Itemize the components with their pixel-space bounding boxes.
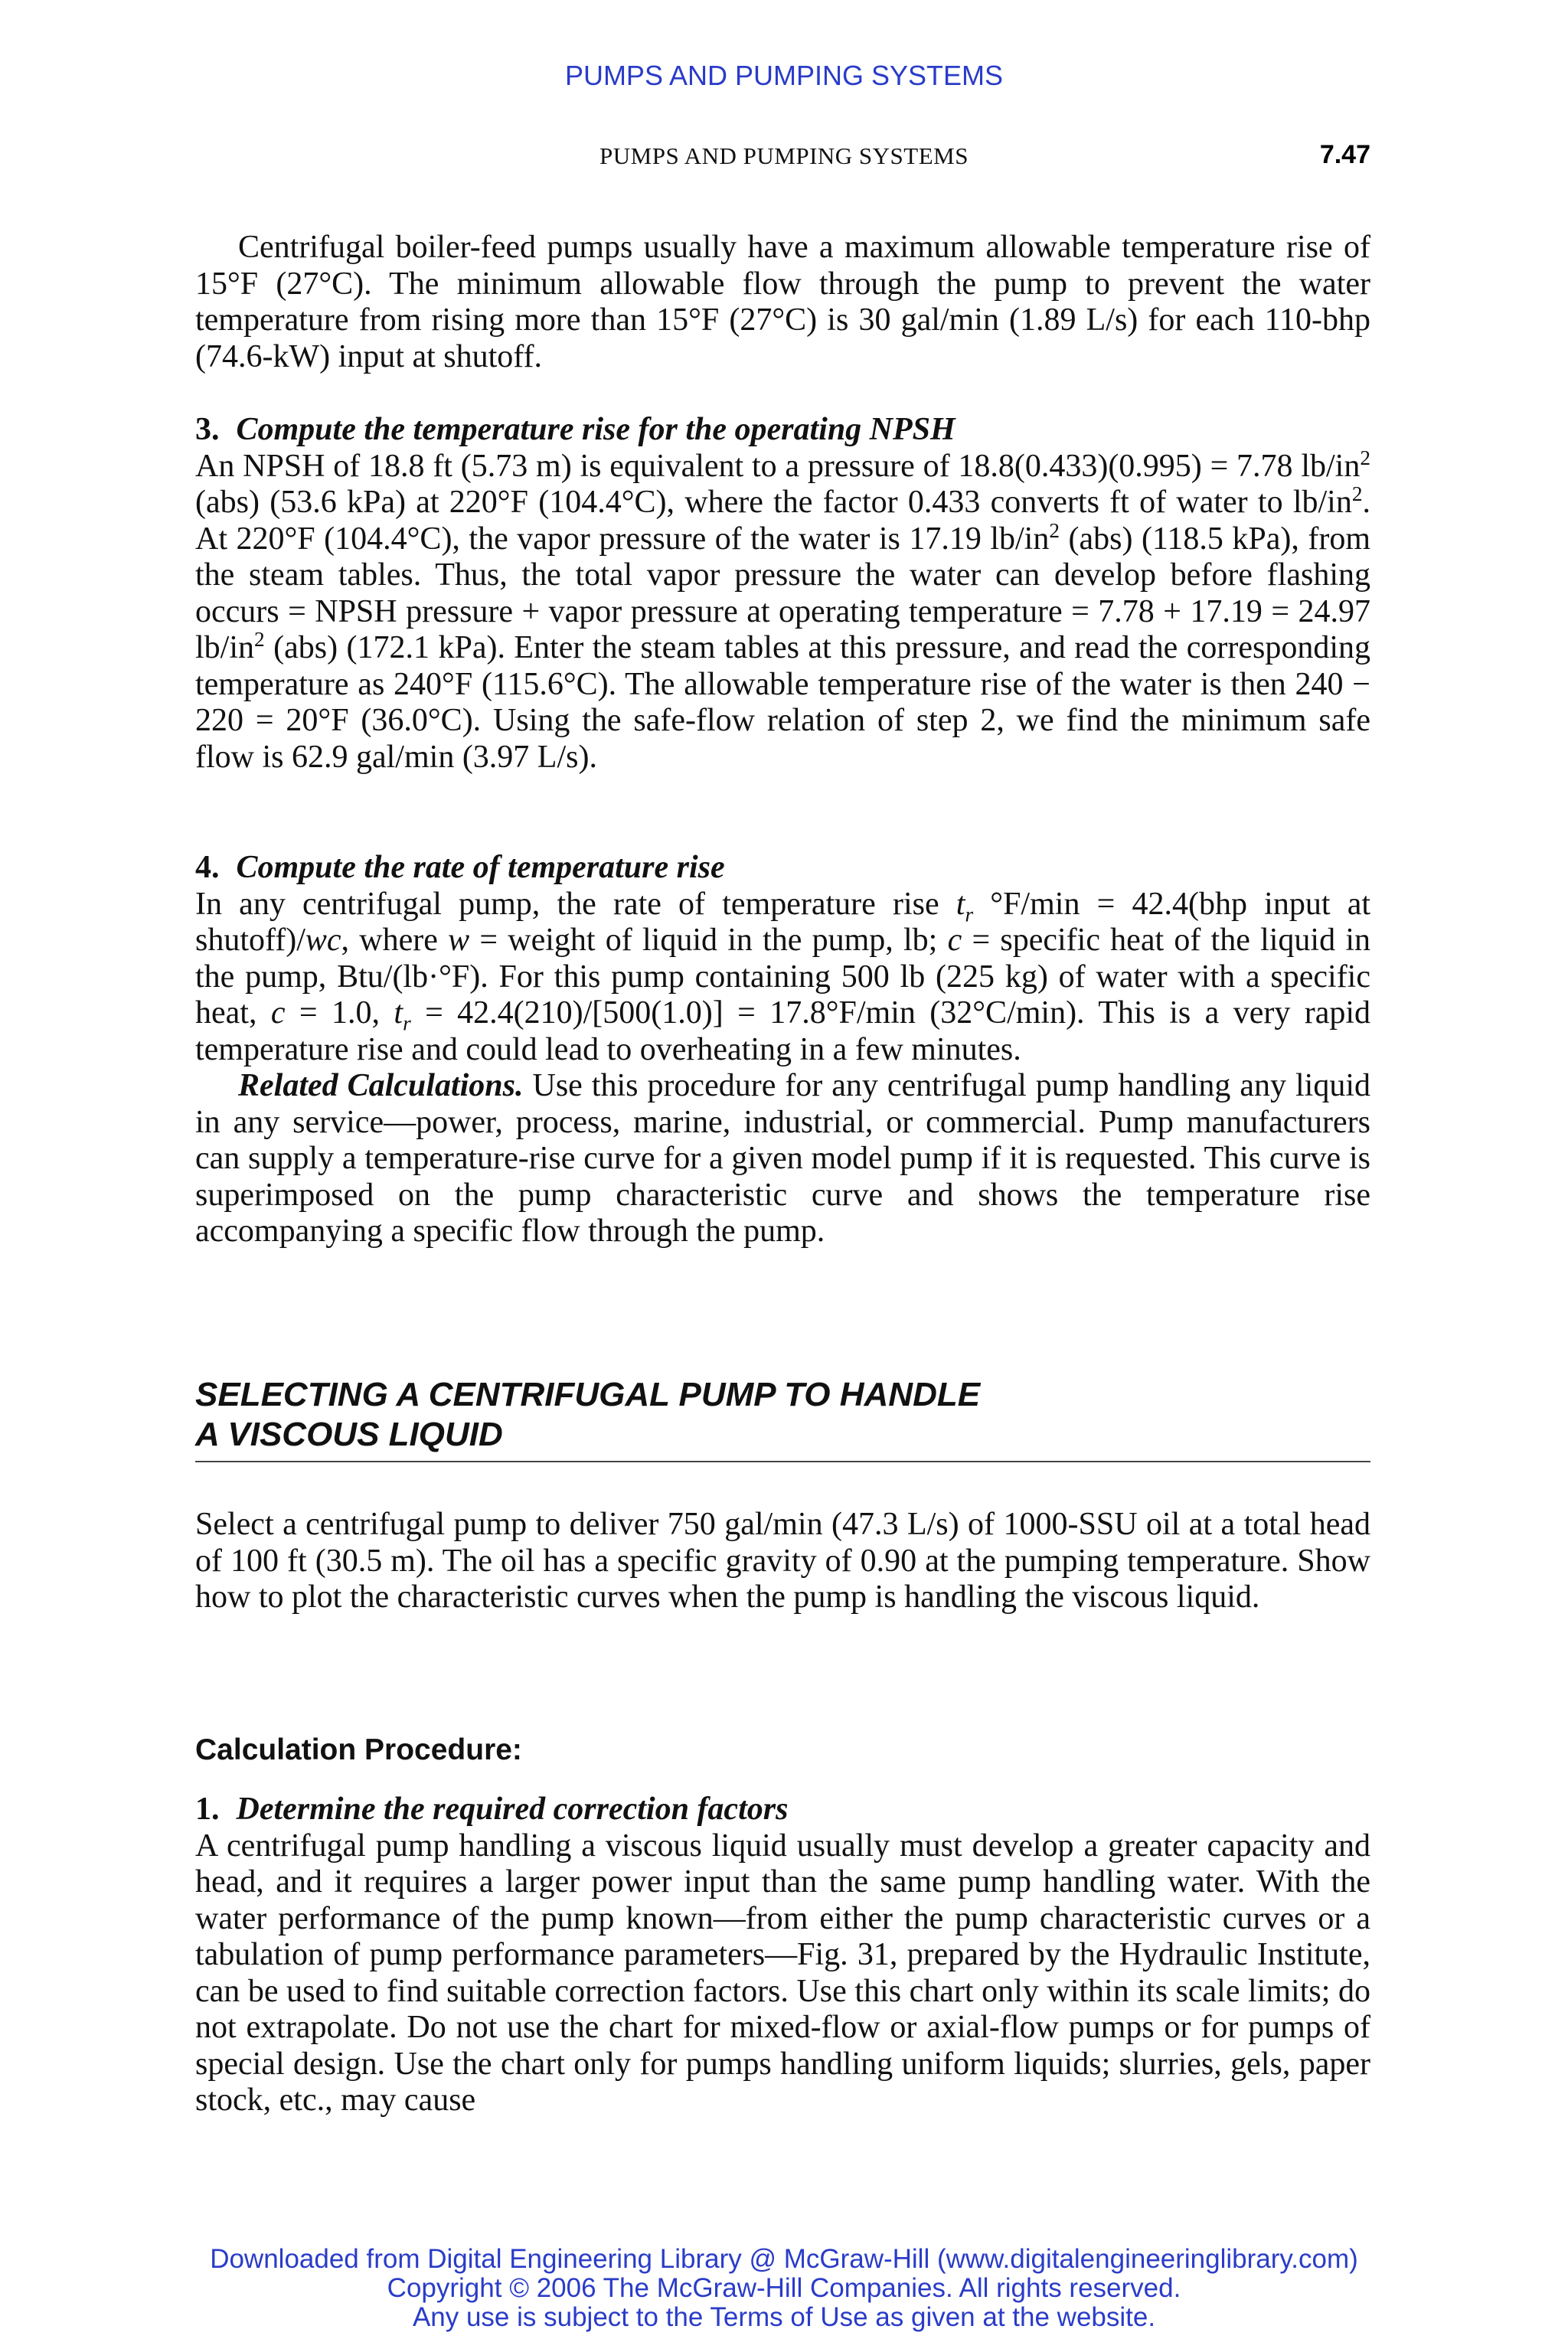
step-3 (195, 412, 1370, 776)
related-calculations (195, 1068, 1370, 1250)
subscript: r (965, 902, 974, 926)
superscript: 2 (254, 628, 265, 651)
subscript: r (403, 1011, 411, 1035)
text-run: (abs) (118.5 kPa), from the steam tables. Thus, the total vapor pressure the water can develop before flashing occurs = NPSH pressure + vapor pressure at operating temperature = 7.78 + 17.19 = 24.97 lb/in (195, 521, 1370, 665)
section-title-line: SELECTING A CENTRIFUGAL PUMP TO HANDLE (195, 1376, 981, 1413)
text-run: = 42.4(210)/[500(1.0)] = 17.8°F/min (32°C/min). This is a very rapid temperature rise and could lead to overheating in a few minutes. (195, 995, 1371, 1067)
top-link[interactable]: PUMPS AND PUMPING SYSTEMS (564, 60, 1004, 91)
text-run: = 1.0, (285, 995, 394, 1031)
step-title: Compute the rate of temperature rise (236, 850, 725, 885)
variable: w (448, 923, 470, 958)
step-number: 1. (195, 1792, 220, 1827)
text-run: , where (341, 923, 449, 958)
text-run: (abs) (172.1 kPa). Enter the steam tables at this pressure, and read the corresponding temperature as 240°F (115.6°C). The allowable temperature rise of the water is then 240 − 220 = 20°F (36.0°C). Using the safe-flow relation of step 2, we find the minimum safe flow is 62.9 gal/min (3.97 L/s). (195, 630, 1370, 775)
running-head: PUMPS AND PUMPING SYSTEMS (599, 142, 969, 169)
step-number: 3. (195, 412, 220, 447)
variable: c (947, 923, 962, 958)
section-title (195, 1375, 1370, 1462)
text-run: = weight of liquid in the pump, lb; (469, 923, 948, 958)
superscript: 2 (1351, 482, 1363, 505)
superscript: 2 (1049, 518, 1060, 542)
step-title: Compute the temperature rise for the operating NPSH (236, 412, 956, 447)
text-run: In any centrifugal pump, the rate of temperature rise (195, 886, 956, 922)
problem-statement (195, 1507, 1370, 1616)
text-run: (abs) (53.6 kPa) at 220°F (104.4°C), where the factor 0.433 converts ft of water to lb/in (195, 485, 1352, 520)
superscript: 2 (1360, 446, 1370, 469)
text-run: An NPSH of 18.8 ft (5.73 m) is equivalent to a pressure of 18.8(0.433)(0.995) = 7.78 lb/in (195, 448, 1361, 484)
step-4 (195, 850, 1370, 1250)
variable: c (270, 995, 286, 1031)
step-title: Determine the required correction factors (236, 1792, 789, 1827)
variable: t (956, 886, 965, 922)
footer-download-link[interactable]: Downloaded from Digital Engineering Library @ McGraw-Hill (www.digitalengineeringlibrary.com) (210, 2244, 1358, 2274)
step-3-heading (195, 412, 1370, 449)
paragraph-text: Centrifugal boiler-feed pumps usually have a maximum allowable temperature rise of 15°F (27°C). The minimum allowable flow through the pump to prevent the water temperature from rising more than 15°F (27°C) is 30 gal/min (1.89 L/s) for each 110-bhp (74.6-kW) input at shutoff. (195, 230, 1370, 374)
step-number: 4. (195, 850, 220, 885)
text-run: °F/min = 42.4(bhp input at shutoff)/ (195, 886, 1371, 958)
calculation-procedure-heading: Calculation Procedure: (195, 1733, 522, 1766)
related-label: Related Calculations. (238, 1068, 524, 1103)
step-3-text (195, 446, 1370, 776)
related-text: Use this procedure for any centrifugal pump handling any liquid in any service—power, process, marine, industrial, or commercial. Pump manufacturers can supply a temperature-rise curve for a given model pump if it is requested. This curve is superimposed on the pump characteristic curve and shows the temperature rise accompanying a specific flow through the pump. (195, 1068, 1371, 1249)
step-1-heading (195, 1792, 1370, 1828)
text-run: . At 220°F (104.4°C), the vapor pressure of the water is 17.19 lb/in (195, 485, 1370, 557)
step-1-text: A centrifugal pump handling a viscous liquid usually must develop a greater capacity and head, and it requires a larger power input than the same pump handling water. With the water performance of the pump known—from either the pump characteristic curves or a tabulation of pump performance parameters—Fig. 31, prepared by the Hydraulic Institute, can be used to find suitable correction factors. Use this chart only within its scale limits; do not extrapolate. Do not use the chart for mixed-flow or axial-flow pumps or for pumps of special design. Use the chart only for pumps handling uniform liquids; slurries, gels, paper stock, etc., may cause (195, 1828, 1370, 2118)
step-4-text (195, 887, 1370, 1069)
step-1 (195, 1792, 1370, 2119)
problem-text: Select a centrifugal pump to deliver 750 gal/min (47.3 L/s) of 1000-SSU oil at a total head of 100 ft (30.5 m). The oil has a specific gravity of 0.90 at the pumping temperature. Show how to plot the characteristic curves when the pump is handling the viscous liquid. (195, 1507, 1370, 1615)
footer-copyright: Copyright © 2006 The McGraw-Hill Companies. All rights reserved. (387, 2273, 1181, 2303)
step-4-heading (195, 850, 1370, 887)
page-number: 7.47 (1319, 140, 1370, 169)
variable: t (394, 995, 403, 1031)
intro-paragraph (195, 230, 1370, 375)
text-run: = specific heat of the liquid in the pump, Btu/(lb·°F). For this pump containing 500 lb (225 kg) of water with a specific heat, (195, 923, 1370, 1031)
footer (0, 2245, 1568, 2332)
variable: wc (305, 923, 341, 958)
section-title-line: A VISCOUS LIQUID (195, 1416, 503, 1453)
footer-terms[interactable]: Any use is subject to the Terms of Use as given at the website. (412, 2302, 1156, 2332)
